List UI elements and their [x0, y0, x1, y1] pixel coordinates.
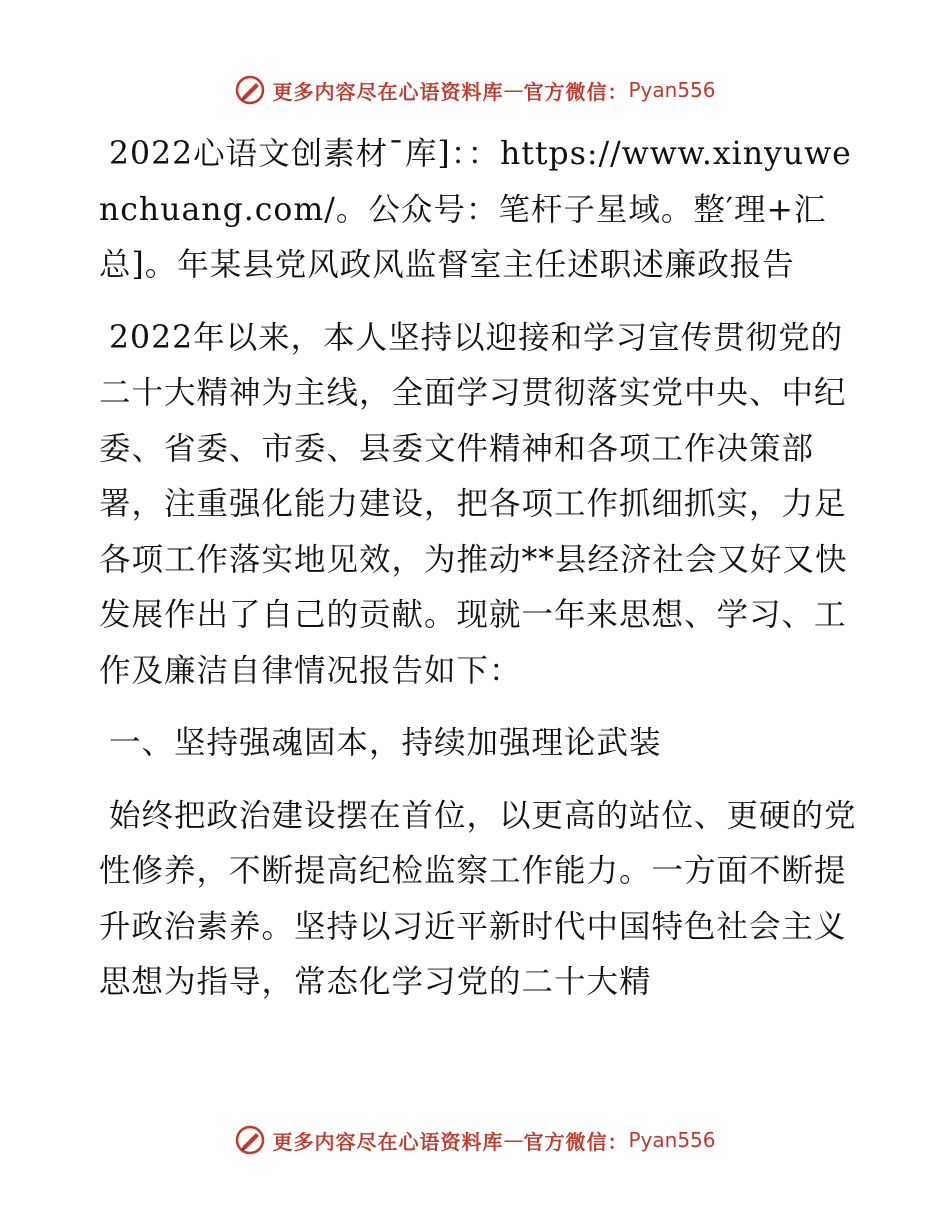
- section-heading: 一、坚持强魂固本，持续加强理论武装: [109, 725, 662, 761]
- page-header-watermark: [0, 70, 950, 110]
- document-title-paragraph: 2022心语文创素材¯库]：：https://www.xinyuwenchuang.com/。公众号：笔杆子星域。整′理+汇总]。年某县党风政风监督室主任述职述廉政报告: [99, 136, 852, 283]
- watermark-contact-id: Pyan556: [628, 1128, 716, 1152]
- watermark-separator: —: [503, 78, 524, 102]
- watermark-separator: —: [503, 1128, 524, 1152]
- watermark-contact-id: Pyan556: [628, 78, 716, 102]
- watermark-brand: [234, 1124, 715, 1156]
- brand-logo-icon: [234, 74, 266, 106]
- watermark-brand: [234, 74, 715, 106]
- watermark-contact-label: 官方微信：: [523, 79, 629, 104]
- section-paragraph: 始终把政治建设摆在首位，以更高的站位、更硬的党性修养，不断提高纪检监察工作能力。一方面不断提升政治素养。坚持以习近平新时代中国特色社会主义思想为指导，常态化学习党的二十大精: [99, 797, 857, 1000]
- page-footer-watermark: [0, 1120, 950, 1160]
- intro-paragraph: 2022年以来，本人坚持以迎接和学习宣传贯彻党的二十大精神为主线，全面学习贯彻落实党中央、中纪委、省委、市委、县委文件精神和各项工作决策部署，注重强化能力建设，把各项工作抓细抓实，力足各项工作落实地见效，为推动**县经济社会又好又快发展作出了自己的贡献。现就一年来思想、学习、工作及廉洁自律情况报告如下：: [99, 319, 848, 689]
- brand-logo-icon: [234, 1124, 266, 1156]
- watermark-contact-label: 官方微信：: [523, 1129, 629, 1154]
- watermark-title: 更多内容尽在心语资料库: [272, 1129, 504, 1154]
- document-body: [99, 127, 859, 1028]
- watermark-title: 更多内容尽在心语资料库: [272, 79, 504, 104]
